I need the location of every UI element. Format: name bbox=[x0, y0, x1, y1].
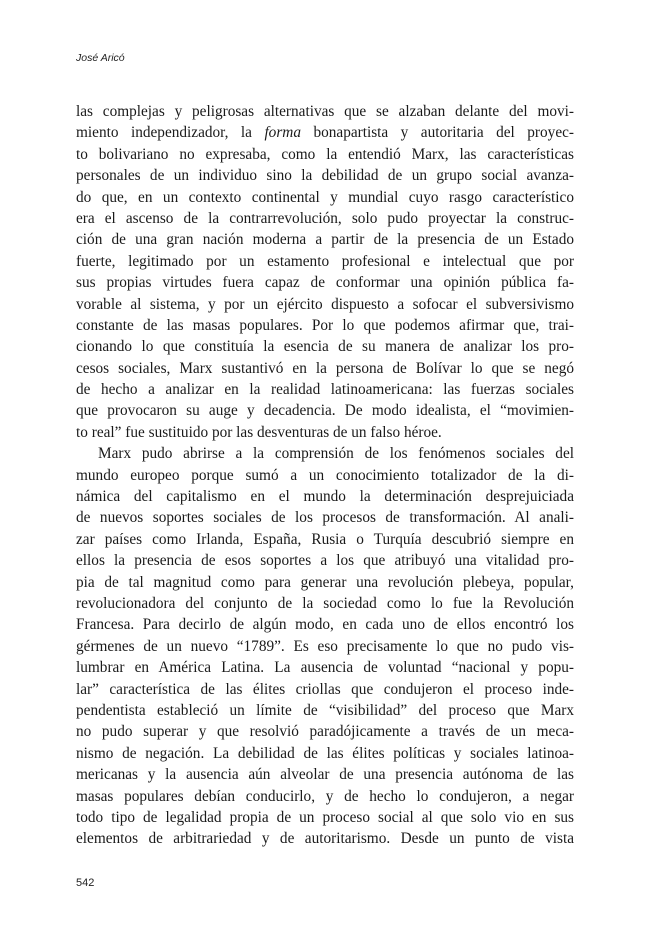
text-line: era el ascenso de la contrarrevolución, solo pudo proyectar la construc- bbox=[76, 209, 574, 227]
text-line: revolucionadora del conjunto de la sociedad como lo fue la Revolución bbox=[76, 594, 574, 612]
text-line: gérmenes de un nuevo “1789”. Es eso precisamente lo que no pudo vis- bbox=[76, 637, 574, 655]
text-line: pia de tal magnitud como para generar una revolución plebeya, popular, bbox=[76, 573, 574, 591]
text-line: personales de un individuo sino la debilidad de un grupo social avanza- bbox=[76, 167, 574, 185]
text-line: fuerte, legitimado por un estamento profesional e intelectual que por bbox=[76, 252, 574, 270]
text-line: vorable al sistema, y por un ejército dispuesto a sofocar el subversivismo bbox=[76, 295, 574, 313]
text-line: todo tipo de legalidad propia de un proceso social al que solo vio en sus bbox=[76, 808, 574, 826]
text-line: que provocaron su auge y decadencia. De modo idealista, el “movimien- bbox=[76, 402, 574, 420]
text-line: cesos sociales, Marx sustantivó en la persona de Bolívar lo que se negó bbox=[76, 359, 574, 377]
text-line: zar países como Irlanda, España, Rusia o Turquía descubrió siempre en bbox=[76, 530, 574, 548]
text-line: lumbrar en América Latina. La ausencia de voluntad “nacional y popu- bbox=[76, 659, 574, 677]
text-line: do que, en un contexto continental y mundial cuyo rasgo característico bbox=[76, 188, 574, 206]
text-line: Marx pudo abrirse a la comprensión de los fenómenos sociales del bbox=[98, 445, 574, 463]
text-line: mundo europeo porque sumó a un conocimiento totalizador de la di- bbox=[76, 466, 574, 484]
text-line: sus propias virtudes fuera capaz de conformar una opinión pública fa- bbox=[76, 274, 574, 292]
text-line: cionando lo que constituía la esencia de su manera de analizar los pro- bbox=[76, 338, 574, 356]
text-line: masas populares debían conducirlo, y de hecho lo condujeron, a negar bbox=[76, 787, 574, 805]
text-line: de hecho a analizar en la realidad latinoamericana: las fuerzas sociales bbox=[76, 381, 574, 399]
text-line: námica del capitalismo en el mundo la determinación desprejuiciada bbox=[76, 488, 574, 506]
text-line: ción de una gran nación moderna a partir de la presencia de un Estado bbox=[76, 231, 574, 249]
paragraph-1 bbox=[76, 101, 574, 443]
text-line: lar” característica de las élites criollas que condujeron el proceso inde- bbox=[76, 680, 574, 698]
text-line: ellos la presencia de esos soportes a los que atribuyó una vitalidad pro- bbox=[76, 552, 574, 570]
text-line: las complejas y peligrosas alternativas que se alzaban delante del movi- bbox=[76, 103, 574, 120]
emphasis-forma: forma bbox=[264, 124, 301, 142]
text-line: no pudo superar y que resolvió paradójicamente a través de un meca- bbox=[76, 723, 574, 741]
text-line: miento independizador, la forma bonapartista y autoritaria del proyec- bbox=[76, 124, 574, 142]
body-text bbox=[76, 101, 574, 850]
text-line: elementos de arbitrariedad y de autoritarismo. Desde un punto de vista bbox=[76, 830, 574, 848]
text-line: pendentista estableció un límite de “visibilidad” del proceso que Marx bbox=[76, 701, 574, 719]
paragraph-2 bbox=[76, 443, 574, 849]
text-line: to real” fue sustituido por las desventuras de un falso héroe. bbox=[76, 423, 442, 441]
text-line: de nuevos soportes sociales de los procesos de transformación. Al anali- bbox=[76, 509, 574, 527]
text-line: mericanas y la ausencia aún alveolar de una presencia autónoma de las bbox=[76, 766, 574, 784]
text-line: constante de las masas populares. Por lo que podemos afirmar que, trai- bbox=[76, 316, 574, 334]
text-line: nismo de negación. La debilidad de las élites políticas y sociales latinoa- bbox=[76, 744, 574, 762]
page-number: 542 bbox=[76, 877, 95, 889]
text-line: Francesa. Para decirlo de algún modo, en cada uno de ellos encontró los bbox=[76, 616, 574, 634]
running-head: José Aricó bbox=[76, 52, 125, 64]
text-line: to bolivariano no expresaba, como la entendió Marx, las características bbox=[76, 145, 574, 163]
